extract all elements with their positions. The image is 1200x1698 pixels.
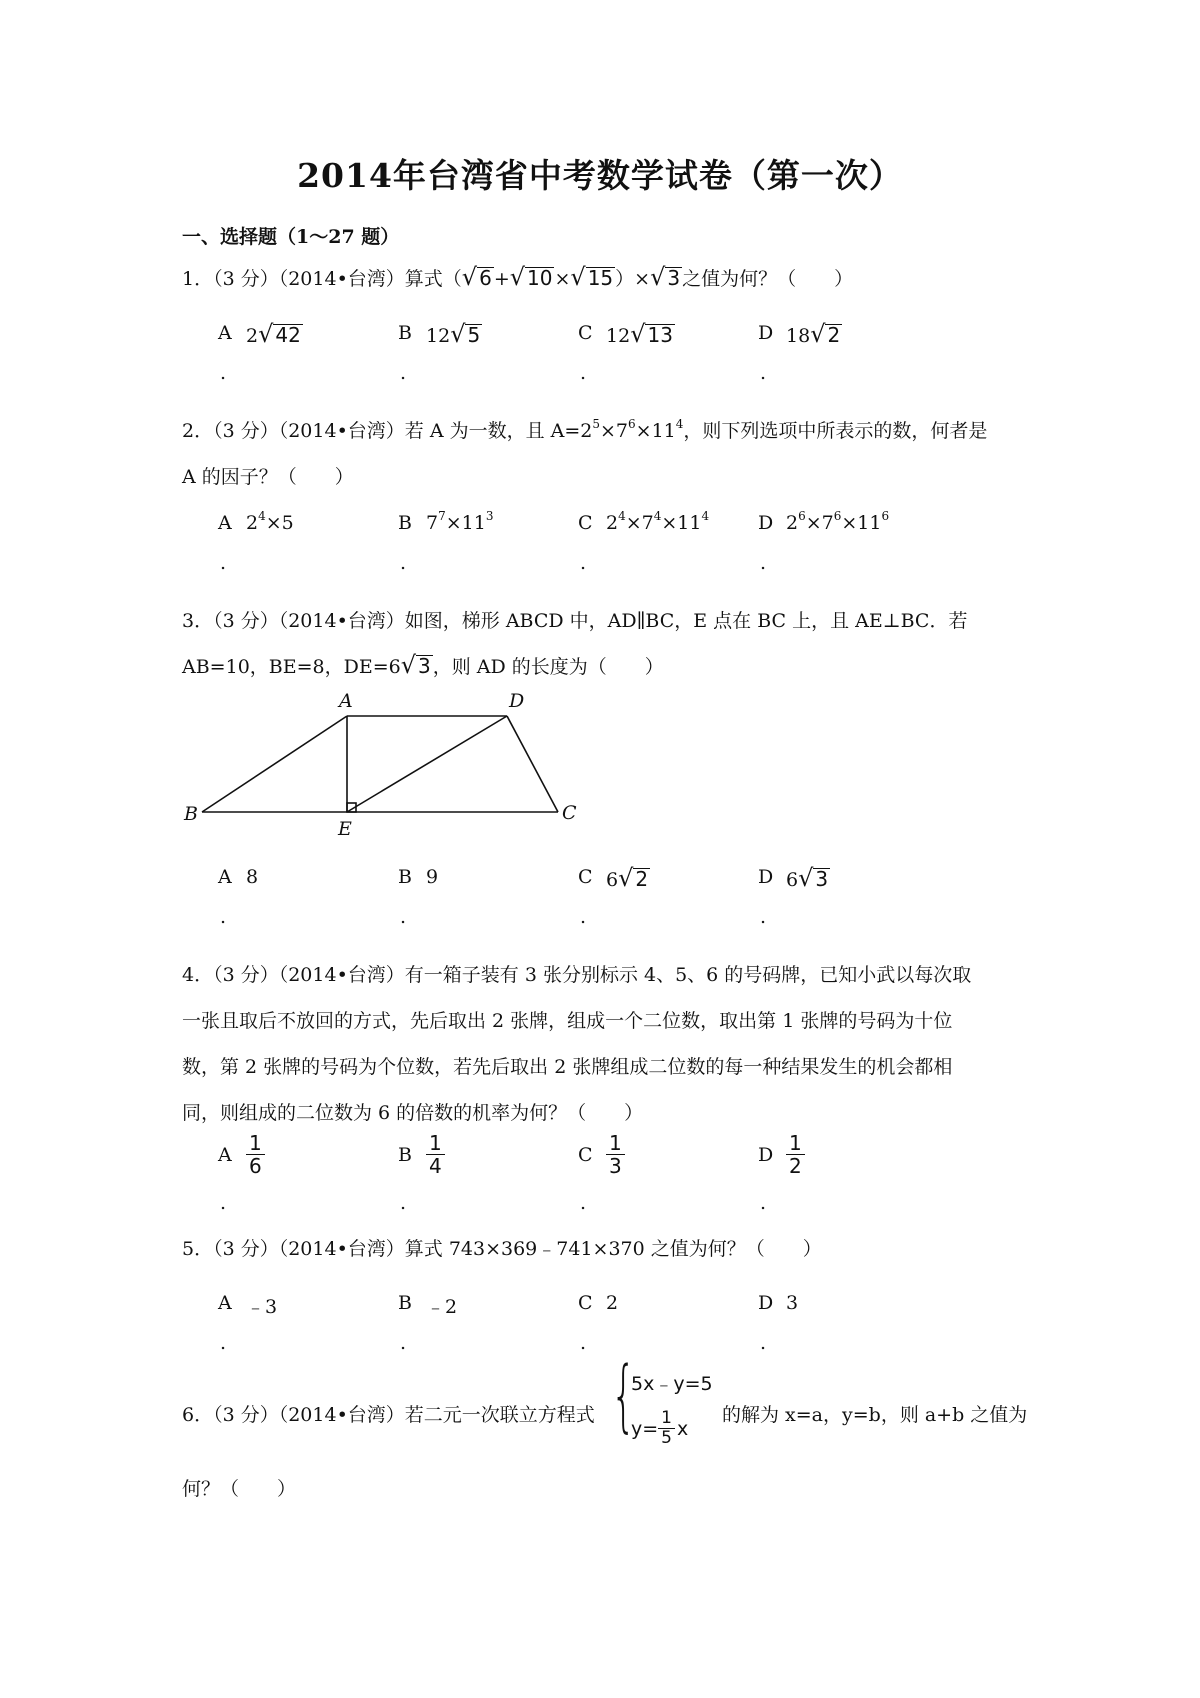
option-letter: A bbox=[218, 1292, 232, 1314]
option-dot: . bbox=[580, 362, 587, 384]
option-value: $2^6\times 7^6\times 11^6$ bbox=[786, 509, 890, 534]
section-heading: 一、选择题（1～27 题） bbox=[182, 226, 400, 248]
option-letter: C bbox=[578, 1292, 593, 1314]
option-letter: A bbox=[218, 322, 232, 344]
question-1 bbox=[182, 256, 1022, 302]
option-value: $\frac{1}{3}$ bbox=[606, 1132, 625, 1177]
question-text: 6．（3 分）（2014•台湾）若二元一次联立方程式 bbox=[182, 1404, 595, 1426]
equation-1: 5x﹣y=5 bbox=[631, 1373, 713, 1395]
label-d: D bbox=[509, 690, 525, 712]
sqrt-expression: √ 10 bbox=[509, 263, 553, 291]
label-c: C bbox=[562, 802, 577, 824]
question-line: 一张且取后不放回的方式，先后取出 2 张牌，组成一个二位数，取出第 1 张牌的号码为十位 bbox=[182, 1010, 953, 1032]
segment-ab bbox=[202, 716, 347, 812]
option-value: $2^4\times 7^4\times 11^4$ bbox=[606, 509, 710, 534]
question-2-options bbox=[218, 502, 1018, 592]
option-value: 3 bbox=[786, 1292, 799, 1314]
option-dot: . bbox=[760, 1332, 767, 1354]
option-dot: . bbox=[220, 1192, 227, 1214]
option-dot: . bbox=[400, 1332, 407, 1354]
option-dot: . bbox=[760, 362, 767, 384]
label-a: A bbox=[339, 690, 353, 712]
option-dot: . bbox=[580, 552, 587, 574]
option-letter: D bbox=[758, 1292, 774, 1314]
option-dot: . bbox=[220, 1332, 227, 1354]
option-dot: . bbox=[220, 906, 227, 928]
option-dot: . bbox=[580, 1332, 587, 1354]
option-dot: . bbox=[400, 906, 407, 928]
option-dot: . bbox=[220, 552, 227, 574]
question-text: 何？（ ） bbox=[182, 1478, 297, 1500]
option-letter: B bbox=[398, 866, 412, 888]
segment-de bbox=[347, 716, 507, 812]
option-dot: . bbox=[400, 362, 407, 384]
option-dot: . bbox=[580, 906, 587, 928]
question-line: 5．（3 分）（2014•台湾）算式 743×369﹣741×370 之值为何？（ ） bbox=[182, 1238, 822, 1260]
question-6-suffix bbox=[722, 1392, 1032, 1438]
option-letter: D bbox=[758, 512, 774, 534]
question-text: 1．（3 分）（2014•台湾）算式（ bbox=[182, 268, 462, 290]
equation-system bbox=[611, 1351, 725, 1465]
option-letter: D bbox=[758, 1144, 774, 1166]
question-3 bbox=[182, 598, 1022, 690]
option-letter: D bbox=[758, 322, 774, 344]
option-letter: B bbox=[398, 322, 412, 344]
option-value: ﹣2 bbox=[426, 1296, 458, 1318]
option-value: $\frac{1}{4}$ bbox=[426, 1132, 445, 1177]
question-1-options bbox=[218, 312, 1018, 402]
option-value: 6 √ 3 bbox=[786, 864, 829, 892]
question-text: 的解为 x=a，y=b，则 a+b 之值为 bbox=[722, 1404, 1028, 1426]
option-letter: B bbox=[398, 1144, 412, 1166]
option-value: 6 √ 2 bbox=[606, 864, 649, 892]
operator: + bbox=[493, 268, 510, 290]
sqrt-expression: √ 3 bbox=[650, 263, 681, 291]
question-line: 2．（3 分）（2014•台湾）若 A 为一数，且 $A=2^5\times 7^6\times 11^4$，则下列选项中所表示的数，何者是 bbox=[182, 417, 988, 442]
question-line: 3．（3 分）（2014•台湾）如图，梯形 ABCD 中，AD∥BC，E 点在 BC 上，且 AE⊥BC．若 bbox=[182, 610, 968, 632]
option-value: 18 √ 2 bbox=[786, 320, 841, 348]
question-3-options bbox=[218, 856, 1018, 946]
question-line: 同，则组成的二位数为 6 的倍数的机率为何？（ ） bbox=[182, 1102, 644, 1124]
option-letter: C bbox=[578, 512, 593, 534]
question-2 bbox=[182, 408, 1022, 500]
option-dot: . bbox=[760, 1192, 767, 1214]
page-title: 2014年台湾省中考数学试卷（第一次） bbox=[297, 156, 903, 195]
label-b: B bbox=[184, 803, 198, 825]
question-line: 数，第 2 张牌的号码为个位数，若先后取出 2 张牌组成二位数的每一种结果发生的机会都相 bbox=[182, 1056, 953, 1078]
option-letter: A bbox=[218, 866, 232, 888]
option-letter: A bbox=[218, 1144, 232, 1166]
segment-dc bbox=[507, 716, 558, 812]
question-4-options bbox=[218, 1131, 1018, 1224]
question-line: 4．（3 分）（2014•台湾）有一箱子装有 3 张分别标示 4、5、6 的号码牌，已知小武以每次取 bbox=[182, 964, 972, 986]
option-value: 9 bbox=[426, 866, 439, 888]
question-6-line-2 bbox=[182, 1466, 1022, 1512]
option-value: 12 √ 13 bbox=[606, 320, 673, 348]
question-text: ）× bbox=[615, 268, 651, 290]
option-value: $2^4\times 5$ bbox=[246, 509, 294, 534]
option-letter: C bbox=[578, 866, 593, 888]
option-letter: C bbox=[578, 1144, 593, 1166]
label-e: E bbox=[338, 818, 352, 840]
option-value: $\frac{1}{2}$ bbox=[786, 1132, 805, 1177]
operator: × bbox=[554, 268, 571, 290]
option-letter: B bbox=[398, 512, 412, 534]
option-letter: D bbox=[758, 866, 774, 888]
option-dot: . bbox=[760, 552, 767, 574]
question-5 bbox=[182, 1226, 1022, 1272]
option-value: 8 bbox=[246, 866, 259, 888]
option-value: $\frac{1}{6}$ bbox=[246, 1132, 265, 1177]
option-dot: . bbox=[580, 1192, 587, 1214]
option-dot: . bbox=[400, 1192, 407, 1214]
sqrt-expression: √ 6 bbox=[461, 263, 492, 291]
option-value: 12 √ 5 bbox=[426, 320, 481, 348]
equation-2: y= $\frac{1}{5}$ x bbox=[631, 1408, 689, 1448]
option-dot: . bbox=[760, 906, 767, 928]
option-value: $7^7\times 11^3$ bbox=[426, 509, 494, 534]
option-value: 2 √ 42 bbox=[246, 320, 301, 348]
question-line: A 的因子？（ ） bbox=[182, 466, 354, 488]
question-text: 之值为何？（ ） bbox=[682, 268, 854, 290]
option-letter: B bbox=[398, 1292, 412, 1314]
sqrt-expression: √ 15 bbox=[570, 263, 614, 291]
brace-icon: { bbox=[611, 1351, 636, 1441]
option-letter: C bbox=[578, 322, 593, 344]
question-line: AB=10，BE=8，DE=6 √ 3 ，则 AD 的长度为（ ） bbox=[182, 651, 664, 679]
option-dot: . bbox=[400, 552, 407, 574]
option-value: ﹣3 bbox=[246, 1296, 278, 1318]
question-4 bbox=[182, 952, 1022, 1136]
option-dot: . bbox=[220, 362, 227, 384]
trapezoid-figure bbox=[182, 690, 602, 840]
option-value: 2 bbox=[606, 1292, 619, 1314]
option-letter: A bbox=[218, 512, 232, 534]
